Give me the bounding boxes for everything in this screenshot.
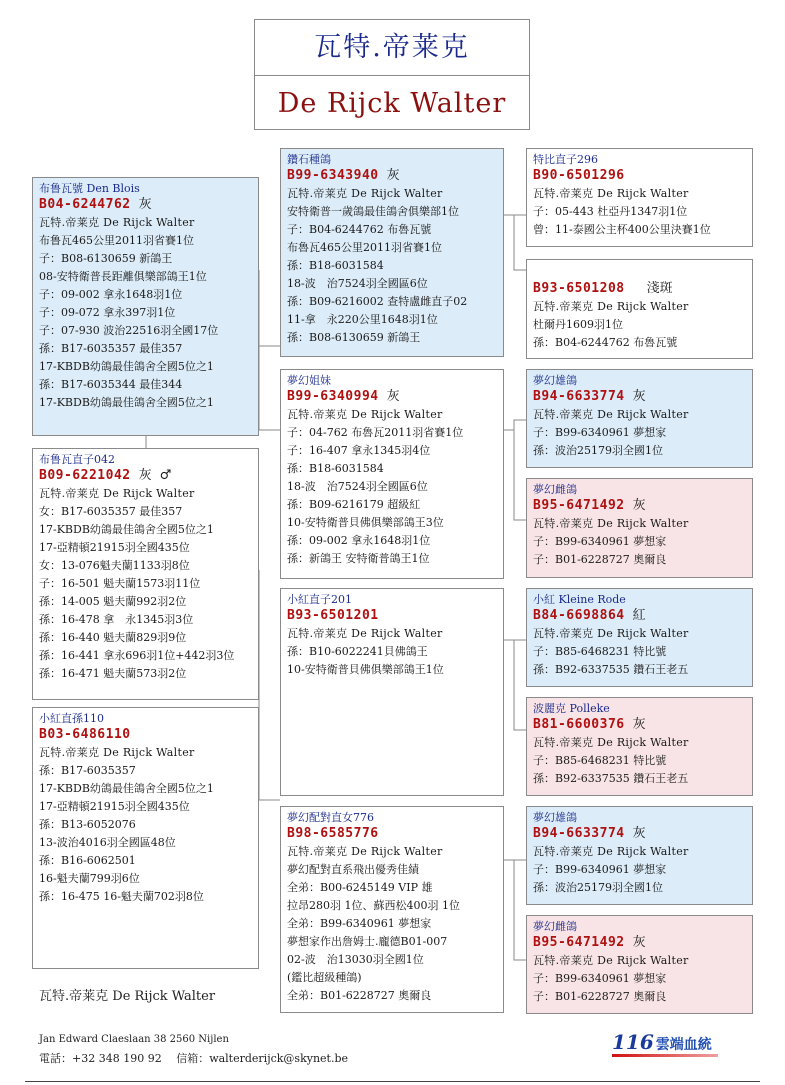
pedigree-line: 13-波治4016羽全國區48位: [39, 836, 176, 849]
pigeon-card-grandchild[interactable]: [32, 707, 259, 969]
pigeon-color: 灰: [138, 468, 152, 483]
ring-number: B93-6501201: [287, 608, 379, 623]
owner-line: 瓦特.帝莱克 De Rijck Walter: [287, 408, 443, 421]
pedigree-line: 孫：B18-6031584: [287, 462, 384, 475]
pedigree-line: 全弟：B99-6340961 夢想家: [287, 917, 432, 930]
ring-number: B98-6585776: [287, 826, 379, 841]
owner-line: 瓦特.帝莱克 De Rijck Walter: [533, 845, 689, 858]
ring-number: B09-6221042: [39, 468, 131, 483]
pedigree-line: 孫：09-002 拿永1648羽1位: [287, 534, 431, 547]
logo[interactable]: [612, 1030, 712, 1054]
owner-line: 瓦特.帝莱克 De Rijck Walter: [533, 627, 689, 640]
pedigree-line: 子：04-762 布魯瓦2011羽省賽1位: [287, 426, 464, 439]
pigeon-color: 灰: [632, 826, 646, 841]
pedigree-line: 杜爾丹1609羽1位: [533, 318, 623, 331]
pedigree-line: 子：09-002 拿永1648羽1位: [39, 288, 183, 301]
owner-line: 瓦特.帝莱克 De Rijck Walter: [533, 187, 689, 200]
pedigree-lines: [287, 625, 497, 679]
pedigree-line: 孫：16-478 拿 永1345羽3位: [39, 613, 194, 626]
pedigree-line: (鑑比超級種鴿): [287, 971, 362, 984]
pigeon-name: 波麗克 Polleke: [533, 702, 610, 715]
pigeon-name: 夢幻雌鴿: [533, 483, 577, 496]
owner-line: 瓦特.帝莱克 De Rijck Walter: [287, 187, 443, 200]
pedigree-line: 17-KBDB幼鴿最佳鴿舍全國5位之1: [39, 396, 214, 409]
pedigree-line: 子：B08-6130659 新鴿王: [39, 252, 173, 265]
pedigree-line: 子：B99-6340961 夢想家: [533, 972, 667, 985]
pedigree-lines: [533, 625, 746, 679]
owner-line: 瓦特.帝莱克 De Rijck Walter: [533, 300, 689, 313]
owner-line: 瓦特.帝莱克 De Rijck Walter: [533, 954, 689, 967]
ring-number: B84-6698864: [533, 608, 625, 623]
pedigree-line: 子：B99-6340961 夢想家: [533, 426, 667, 439]
pigeon-card-red-sire[interactable]: [526, 588, 753, 687]
pedigree-line: 10-安特衛普貝佛俱樂部鴿王1位: [287, 663, 444, 676]
pedigree-line: 安特衛普一歲鴿最佳鴿舍俱樂部1位: [287, 205, 459, 218]
pedigree-lines: [533, 298, 746, 352]
owner-line: 瓦特.帝莱克 De Rijck Walter: [287, 627, 443, 640]
pedigree-line: 孫：B04-6244762 布魯瓦號: [533, 336, 678, 349]
ring-number: B95-6471492: [533, 498, 625, 513]
pigeon-color: 灰: [632, 717, 646, 732]
owner-line: 瓦特.帝莱克 De Rijck Walter: [39, 487, 195, 500]
pedigree-line: 17-亞精頓21915羽全國435位: [39, 800, 190, 813]
ring-number: B99-6340994: [287, 389, 379, 404]
pedigree-line: 夢幻配對直系飛出優秀佳績: [287, 863, 419, 876]
pigeon-color: 淺斑: [646, 281, 673, 296]
pedigree-line: 孫：B16-6062501: [39, 854, 136, 867]
pedigree-line: 拉昂280羽 1位、蘇西松400羽 1位: [287, 899, 460, 912]
pigeon-color: 灰: [386, 168, 400, 183]
logo-underline: [612, 1054, 718, 1057]
pigeon-name: 布鲁瓦號 Den Blois: [39, 182, 140, 195]
pedigree-line: 18-波 治7524羽全國區6位: [287, 480, 428, 493]
pigeon-color: 紅: [632, 608, 646, 623]
pigeon-card-red-son[interactable]: [280, 588, 504, 796]
pedigree-line: 布魯瓦465公里2011羽省賽1位: [287, 241, 442, 254]
pigeon-card-dream-dam[interactable]: [526, 915, 753, 1014]
pedigree-line: 子：16-501 魁夫蘭1573羽11位: [39, 577, 201, 590]
ring-number: B04-6244762: [39, 197, 131, 212]
signature: 瓦特.帝莱克 De Rijck Walter: [39, 989, 216, 1004]
pedigree-line: 08-安特衛普長距離俱樂部鴿王1位: [39, 270, 207, 283]
pedigree-line: 孫：B10-6022241貝佛鴿王: [287, 645, 428, 658]
pedigree-line: 布鲁瓦465公里2011羽省賽1位: [39, 234, 194, 247]
pedigree-line: 孫：B17-6035344 最佳344: [39, 378, 183, 391]
pedigree-line: 子：B85-6468231 特比號: [533, 754, 667, 767]
pigeon-color: 灰: [386, 389, 400, 404]
pedigree-line: 02-波 治13030羽全國1位: [287, 953, 424, 966]
pedigree-lines: [533, 406, 746, 460]
pigeon-color: 灰: [138, 197, 152, 212]
ring-number: B95-6471492: [533, 935, 625, 950]
pedigree-line: 孫：B09-6216179 超級紅: [287, 498, 421, 511]
pedigree-lines: [533, 515, 746, 569]
pedigree-line: 孫：16-441 拿永696羽1位+442羽3位: [39, 649, 235, 662]
pedigree-line: 子：05-443 杜亞丹1347羽1位: [533, 205, 688, 218]
pedigree-line: 孫：B08-6130659 新鴿王: [287, 331, 421, 344]
pigeon-card-dream-sire[interactable]: [526, 806, 753, 905]
pedigree-line: 曾：11-泰國公主杯400公里決賽1位: [533, 223, 711, 236]
pedigree-lines: [287, 843, 497, 1005]
owner-line: 瓦特.帝莱克 De Rijck Walter: [533, 517, 689, 530]
pedigree-line: 子：09-072 拿永397羽1位: [39, 306, 176, 319]
pedigree-lines: [39, 485, 252, 683]
pigeon-card-sire[interactable]: [280, 148, 504, 357]
pigeon-card-dam[interactable]: [280, 369, 504, 579]
pedigree-line: 16-魁夫蘭799羽6位: [39, 872, 140, 885]
pigeon-name: 夢幻姐妹: [287, 374, 331, 387]
title-chinese: 瓦特.帝莱克: [255, 20, 529, 76]
pedigree-line: 10-安特衛普貝佛俱樂部鴿王3位: [287, 516, 444, 529]
pedigree-line: 子：B04-6244762 布魯瓦號: [287, 223, 432, 236]
pedigree-lines: [287, 185, 497, 347]
ring-number: B94-6633774: [533, 826, 625, 841]
pedigree-line: 子：B99-6340961 夢想家: [533, 863, 667, 876]
pedigree-line: 全弟：B01-6228727 奧爾良: [287, 989, 432, 1002]
pedigree-line: 子：16-407 拿永1345羽4位: [287, 444, 431, 457]
owner-line: 瓦特.帝莱克 De Rijck Walter: [533, 408, 689, 421]
pedigree-line: 孫：波治25179羽全國1位: [533, 444, 663, 457]
pedigree-lines: [533, 952, 746, 1006]
ring-number: B90-6501296: [533, 168, 625, 183]
pedigree-line: 子：B99-6340961 夢想家: [533, 535, 667, 548]
title-box: [254, 19, 530, 130]
pigeon-card-red-dam[interactable]: [526, 697, 753, 796]
pedigree-line: 17-KBDB幼鴿最佳鴿舍全國5位之1: [39, 782, 214, 795]
pedigree-line: 女：13-076魁夫蘭1133羽8位: [39, 559, 190, 572]
pigeon-name: 夢幻配對直女776: [287, 811, 374, 824]
pedigree-line: 17-亞精頓21915羽全國435位: [39, 541, 190, 554]
pigeon-color: 灰: [632, 935, 646, 950]
pedigree-line: 孫：B18-6031584: [287, 259, 384, 272]
pedigree-line: 孫：新鴿王 安特衛普鴿王1位: [287, 552, 430, 565]
pigeon-color: 灰: [632, 498, 646, 513]
pigeon-card-dam-sire[interactable]: [526, 369, 753, 468]
pedigree-line: 孫：B17-6035357 最佳357: [39, 342, 183, 355]
pedigree-line: 孫：B92-6337535 鑽石王老五: [533, 772, 689, 785]
pedigree-line: 子：07-930 波治22516羽全國17位: [39, 324, 219, 337]
pedigree-line: 孫：14-005 魁夫蘭992羽2位: [39, 595, 187, 608]
pedigree-line: 17-KBDB幼鴿最佳鴿舍全國5位之1: [39, 360, 214, 373]
pedigree-line: 全弟：B00-6245149 VIP 雄: [287, 881, 433, 894]
pigeon-color: 灰: [632, 389, 646, 404]
owner-line: 瓦特.帝莱克 De Rijck Walter: [533, 736, 689, 749]
pedigree-line: 孫：波治25179羽全國1位: [533, 881, 663, 894]
ring-number: B94-6633774: [533, 389, 625, 404]
pigeon-name: 夢幻雄鴿: [533, 374, 577, 387]
pigeon-name: 夢幻雄鴿: [533, 811, 577, 824]
pedigree-line: 孫：16-440 魁夫蘭829羽9位: [39, 631, 187, 644]
pedigree-line: 孫：B13-6052076: [39, 818, 136, 831]
sex-symbol: ♂: [159, 468, 172, 483]
pigeon-card-sibling[interactable]: [32, 448, 259, 700]
ring-number: B99-6343940: [287, 168, 379, 183]
pigeon-name: 夢幻雌鴿: [533, 920, 577, 933]
pigeon-name: 布鲁瓦直子042: [39, 453, 115, 466]
owner-line: 瓦特.帝莱克 De Rijck Walter: [287, 845, 443, 858]
pedigree-line: 18-波 治7524羽全國區6位: [287, 277, 428, 290]
pedigree-lines: [39, 214, 252, 412]
pedigree-line: 11-拿 永220公里1648羽1位: [287, 313, 438, 326]
pigeon-name: 小紅直子201: [287, 593, 352, 606]
pedigree-line: 孫：16-475 16-魁夫蘭702羽8位: [39, 890, 204, 903]
pedigree-line: 子：B01-6228727 奧爾良: [533, 990, 667, 1003]
title-english: De Rijck Walter: [277, 88, 507, 119]
logo-number: 116: [612, 1030, 654, 1054]
pigeon-name: 小紅 Kleine Rode: [533, 593, 626, 606]
pigeon-name: 小紅直孫110: [39, 712, 104, 725]
pedigree-line: 孫：B17-6035357: [39, 764, 136, 777]
pigeon-card-subject[interactable]: [32, 177, 259, 436]
logo-text: 雲端血統: [655, 1037, 712, 1053]
footer-address: Jan Edward Claeslaan 38 2560 Nijlen: [39, 1034, 229, 1045]
pedigree-line: 孫：B92-6337535 鑽石王老五: [533, 663, 689, 676]
pigeon-card-dam-dam[interactable]: [526, 478, 753, 578]
owner-line: 瓦特.帝莱克 De Rijck Walter: [39, 746, 195, 759]
pigeon-name: 鑽石種鴿: [287, 153, 331, 166]
pigeon-card-dream-daughter[interactable]: [280, 806, 504, 1013]
ring-number: B03-6486110: [39, 727, 131, 742]
pedigree-line: 夢想家作出詹姆士.龐德B01-007: [287, 935, 448, 948]
pedigree-lines: [533, 734, 746, 788]
bottom-divider: [25, 1081, 760, 1082]
pedigree-lines: [287, 406, 497, 568]
footer-contact: 電話：+32 348 190 92 信箱：walterderijck@skynet.be: [39, 1052, 349, 1065]
owner-line: 瓦特.帝莱克 De Rijck Walter: [39, 216, 195, 229]
pedigree-line: 女：B17-6035357 最佳357: [39, 505, 183, 518]
pedigree-line: 孫：16-471 魁夫蘭573羽2位: [39, 667, 187, 680]
ring-number: B93-6501208: [533, 281, 625, 296]
pigeon-name: 特比直子296: [533, 153, 598, 166]
ring-number: B81-6600376: [533, 717, 625, 732]
pigeon-card-sire-dam[interactable]: [526, 259, 753, 359]
pedigree-line: 子：B01-6228727 奧爾良: [533, 553, 667, 566]
pedigree-lines: [533, 185, 746, 239]
pigeon-card-sire-sire[interactable]: [526, 148, 753, 247]
pedigree-line: 子：B85-6468231 特比號: [533, 645, 667, 658]
pedigree-lines: [39, 744, 252, 906]
pedigree-lines: [533, 843, 746, 897]
pedigree-line: 孫：B09-6216002 查特盧雌直子02: [287, 295, 468, 308]
pedigree-line: 17-KBDB幼鴿最佳鴿舍全國5位之1: [39, 523, 214, 536]
